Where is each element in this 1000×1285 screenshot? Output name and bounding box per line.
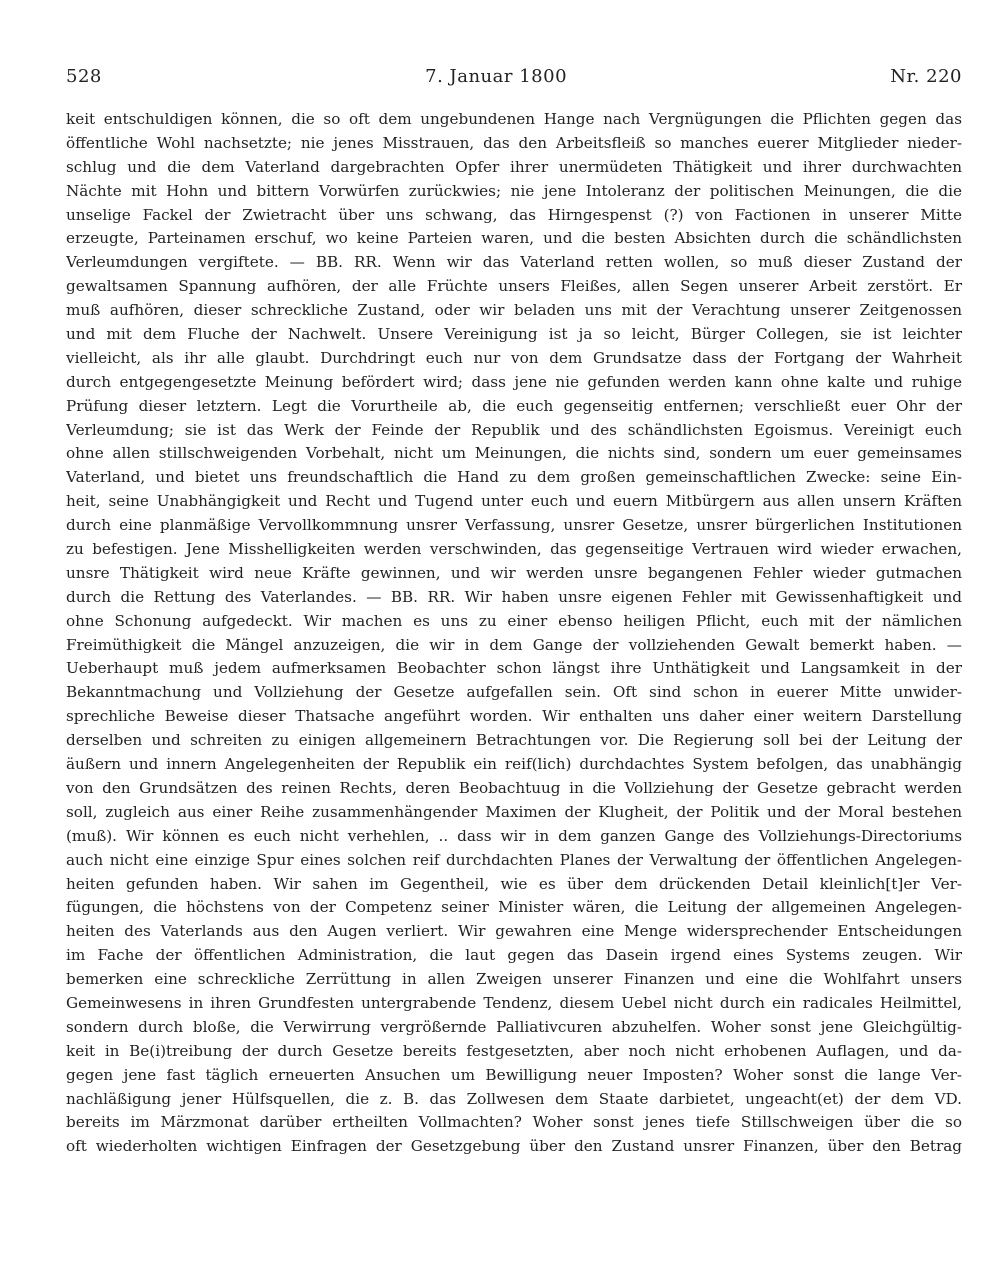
text-line: bemerken eine schreckliche Zerrüttung in allen Zweigen unserer Finanzen und eine die Wohlfahrt unsers [66, 970, 962, 989]
text-line: (muß). Wir können es euch nicht verhehlen, .. dass wir in dem ganzen Gange des Vollziehungs-Directoriums [66, 826, 962, 845]
text-line: Ueberhaupt muß jedem aufmerksamen Beobachter schon längst ihre Unthätigkeit und Langsamkeit in der [66, 659, 962, 678]
text-line: gewaltsamen Spannung aufhören, der alle Früchte unsers Fleißes, allen Segen unserer Arbeit zerstört. Er [66, 277, 962, 296]
text-line: erzeugte, Parteinamen erschuf, wo keine Parteien waren, und die besten Absichten durch die schändlichsten [66, 229, 962, 248]
text-line: gegen jene fast täglich erneuerten Ansuchen um Bewilligung neuer Imposten? Woher sonst die lange Ver- [66, 1065, 962, 1084]
text-line: fügungen, die höchstens von der Competenz seiner Minister wären, die Leitung der allgemeinen Angelegen- [66, 898, 962, 917]
text-line: auch nicht eine einzige Spur eines solchen reif durchdachten Planes der Verwaltung der öffentlichen Angelegen- [66, 850, 962, 869]
text-line: Verleumdungen vergiftete. — BB. RR. Wenn wir das Vaterland retten wollen, so muß dieser Zustand der [66, 253, 962, 272]
text-line: Freimüthigkeit die Mängel anzuzeigen, die wir in dem Gange der vollziehenden Gewalt bemerkt haben. — [66, 635, 962, 654]
text-line: durch eine planmäßige Vervollkommnung unsrer Verfassung, unsrer Gesetze, unsrer bürgerlichen Institutionen [66, 516, 962, 535]
text-line: schlug und die dem Vaterland dargebrachten Opfer ihrer unermüdeten Thätigkeit und ihrer durchwachten [66, 157, 962, 176]
text-line: von den Grundsätzen des reinen Rechts, deren Beobachtuug in die Vollziehung der Gesetze gebracht werden [66, 778, 962, 797]
text-line: unselige Fackel der Zwietracht über uns schwang, das Hirngespenst (?) von Factionen in unserer Mitte [66, 205, 962, 224]
text-line: Nächte mit Hohn und bittern Vorwürfen zurückwies; nie jene Intoleranz der politischen Meinungen, die die [66, 181, 962, 200]
text-line: ohne allen stillschweigenden Vorbehalt, nicht um Meinungen, die nichts sind, sondern um euer gemeinsames [66, 444, 962, 463]
header-date: 7. Januar 1800 [425, 66, 568, 87]
text-line: ohne Schonung aufgedeckt. Wir machen es uns zu einer ebenso heiligen Pflicht, euch mit der nämlichen [66, 611, 962, 630]
page-header [66, 66, 962, 96]
text-line: und mit dem Fluche der Nachwelt. Unsere Vereinigung ist ja so leicht, Bürger Collegen, sie ist leichter [66, 325, 962, 344]
text-line: Verleumdung; sie ist das Werk der Feinde der Republik und des schändlichsten Egoismus. Vereinigt euch [66, 420, 962, 439]
text-line: durch die Rettung des Vaterlandes. — BB. RR. Wir haben unsre eigenen Fehler mit Gewissenhaftigkeit und [66, 587, 962, 606]
text-line: nachläßigung jener Hülfsquellen, die z. B. das Zollwesen dem Staate darbietet, ungeacht(et) der dem VD. [66, 1089, 962, 1108]
text-line: sprechliche Beweise dieser Thatsache angeführt worden. Wir enthalten uns daher einer weitern Darstellung [66, 707, 962, 726]
text-line: heiten des Vaterlands aus den Augen verliert. Wir gewahren eine Menge widersprechender Entscheidungen [66, 922, 962, 941]
body-text [66, 108, 962, 1159]
page-number: 528 [66, 66, 102, 87]
text-line: durch entgegengesetzte Meinung befördert wird; dass jene nie gefunden werden kann ohne kalte und ruhige [66, 372, 962, 391]
text-line: bereits im Märzmonat darüber ertheilten Vollmachten? Woher sonst jenes tiefe Stillschweigen über die so [66, 1113, 962, 1132]
text-line: soll, zugleich aus einer Reihe zusammenhängender Maximen der Klugheit, der Politik und der Moral bestehen [66, 802, 962, 821]
text-line: derselben und schreiten zu einigen allgemeinern Betrachtungen vor. Die Regierung soll bei der Leitung der [66, 731, 962, 750]
text-line: keit entschuldigen können, die so oft dem ungebundenen Hange nach Vergnügungen die Pflichten gegen das [66, 110, 962, 128]
text-line: öffentliche Wohl nachsetzte; nie jenes Misstrauen, das den Arbeitsfleiß so manches euerer Mitglieder nieder- [66, 133, 962, 152]
document-number: Nr. 220 [890, 66, 962, 87]
text-line: äußern und innern Angelegenheiten der Republik ein reif(lich) durchdachtes System befolgen, das unabhängig [66, 755, 962, 774]
text-line: heiten gefunden haben. Wir sahen im Gegentheil, wie es über dem drückenden Detail kleinlich[t]er Ver- [66, 874, 962, 893]
text-line: unsre Thätigkeit wird neue Kräfte gewinnen, und wir werden unsre begangenen Fehler wieder gutmachen [66, 563, 962, 582]
text-line: vielleicht, als ihr alle glaubt. Durchdringt euch nur von dem Grundsatze dass der Fortgang der Wahrheit [66, 348, 962, 367]
text-line: zu befestigen. Jene Misshelligkeiten werden verschwinden, das gegenseitige Vertrauen wird wieder erwachen, [66, 540, 962, 559]
text-line: im Fache der öffentlichen Administration, die laut gegen das Dasein irgend eines Systems zeugen. Wir [66, 946, 962, 965]
text-line: keit in Be(i)treibung der durch Gesetze bereits festgesetzten, aber noch nicht erhobenen Auflagen, und da- [66, 1041, 962, 1060]
text-line: sondern durch bloße, die Verwirrung vergrößernde Palliativcuren abzuhelfen. Woher sonst jene Gleichgültig- [66, 1017, 962, 1036]
text-line: Gemeinwesens in ihren Grundfesten untergrabende Tendenz, diesem Uebel nicht durch ein radicales Heilmittel, [66, 993, 962, 1012]
text-line: Prüfung dieser letztern. Legt die Vorurtheile ab, die euch gegenseitig entfernen; verschließt euer Ohr der [66, 396, 962, 415]
text-line: Bekanntmachung und Vollziehung der Gesetze aufgefallen sein. Oft sind schon in euerer Mitte unwider- [66, 683, 962, 702]
text-line: heit, seine Unabhängigkeit und Recht und Tugend unter euch und euern Mitbürgern aus allen unsern Kräften [66, 492, 962, 511]
text-line: Vaterland, und bietet uns freundschaftlich die Hand zu dem großen gemeinschaftlichen Zwecke: seine Ein- [66, 468, 962, 487]
text-line: oft wiederholten wichtigen Einfragen der Gesetzgebung über den Zustand unsrer Finanzen, über den Betrag [66, 1137, 962, 1156]
document-page [66, 66, 962, 1159]
text-line: muß aufhören, dieser schreckliche Zustand, oder wir beladen uns mit der Verachtung unserer Zeitgenossen [66, 301, 962, 320]
